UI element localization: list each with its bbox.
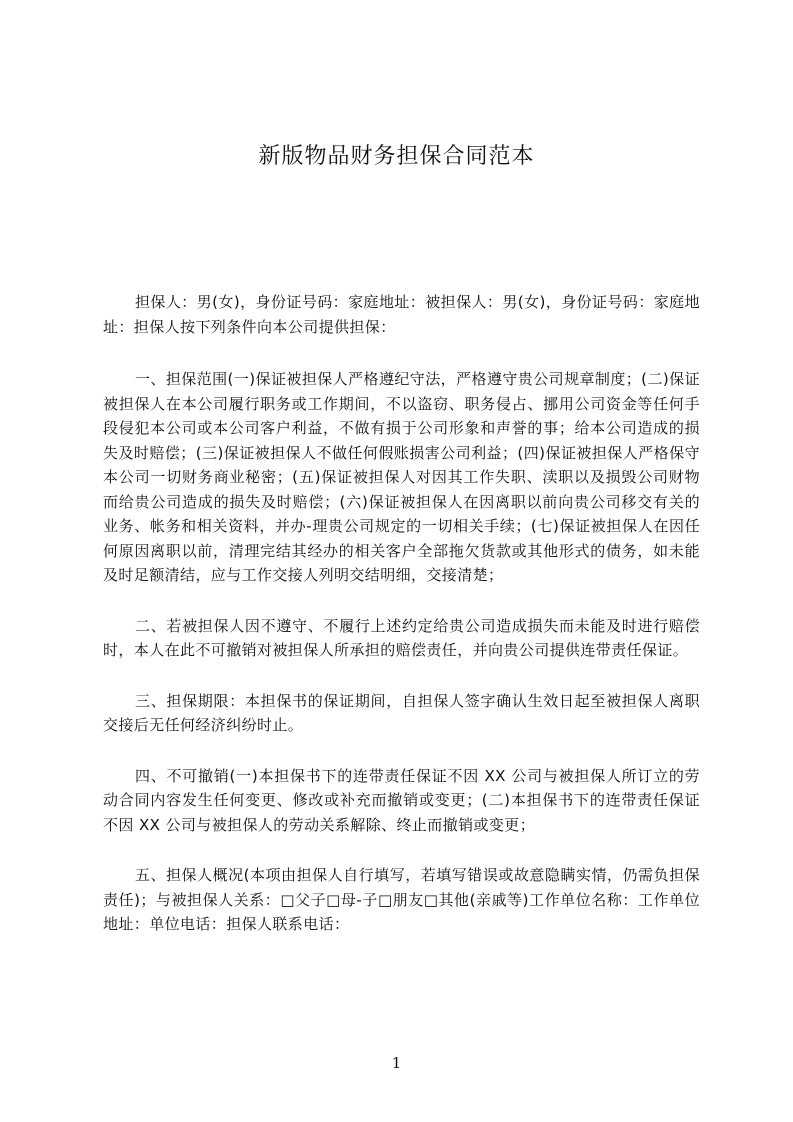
document-title: 新版物品财务担保合同范本 [258,144,535,169]
paragraph-irrevocable: 四、不可撤销(一)本担保书下的连带责任保证不因 XX 公司与被担保人所订立的劳动合同内容发生任何变更、修改或补充而撤销或变更；(二)本担保书下的连带责任保证不因 XX 公司与被担保人的劳动关系解除、终止而撤销或变更； [103,766,700,834]
paragraph-parties: 担保人：男(女)，身份证号码：家庭地址：被担保人：男(女)，身份证号码：家庭地址：担保人按下列条件向本公司提供担保： [103,293,700,336]
page-number: 1 [391,1054,402,1072]
paragraph-term: 三、担保期限：本担保书的保证期间，自担保人签字确认生效日起至被担保人离职交接后无任何经济纠纷时止。 [103,691,700,734]
paragraph-liability: 二、若被担保人因不遵守、不履行上述约定给贵公司造成损失而未能及时进行赔偿时，本人在此不可撤销对被担保人所承担的赔偿责任，并向贵公司提供连带责任保证。 [103,616,700,659]
paragraph-guarantor-info: 五、担保人概况(本项由担保人自行填写，若填写错误或故意隐瞒实情，仍需负担保责任)；与被担保人关系：□父子□母-子□朋友□其他(亲戚等)工作单位名称：工作单位地址：单位电话：担保人联系电话： [103,866,700,933]
document-body [103,290,700,963]
paragraph-scope: 一、担保范围(一)保证被担保人严格遵纪守法，严格遵守贵公司规章制度；(二)保证被担保人在本公司履行职务或工作期间，不以盗窃、职务侵占、挪用公司资金等任何手段侵犯本公司或本公司客户利益，不做有损于公司形象和声誉的事；给本公司造成的损失及时赔偿；(三)保证被担保人不做任何假账损害公司利益；(四)保证被担保人严格保守本公司一切财务商业秘密；(五)保证被担保人对因其工作失职、渎职以及损毁公司财物而给贵公司造成的损失及时赔偿；(六)保证被担保人在因离职以前向贵公司移交有关的业务、帐务和相关资料，并办-理贵公司规定的一切相关手续；(七)保证被担保人在因任何原因离职以前，清理完结其经办的相关客户全部拖欠货款或其他形式的债务，如未能及时足额清结，应与工作交接人列明交结明细，交接清楚； [103,370,700,584]
